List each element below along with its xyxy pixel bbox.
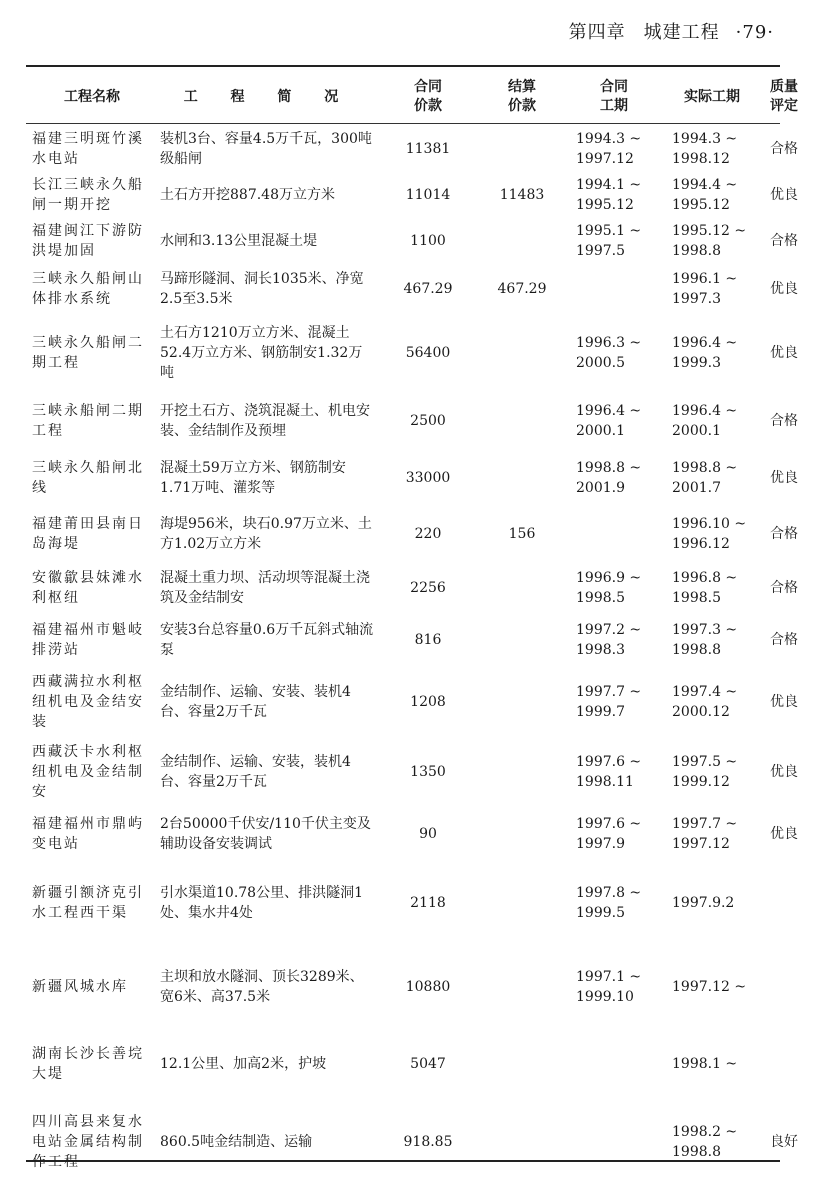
settlement-price-cell: 156	[508, 525, 536, 542]
settlement-price-cell	[478, 861, 566, 945]
project-description-cell: 金结制作、运输、安装，装机4台、容量2万千瓦	[160, 754, 351, 790]
project-description-cell: 装机3台、容量4.5万千瓦，300吨级船闸	[160, 130, 372, 167]
date-line: 1997.7 ~	[576, 683, 642, 700]
header-text: 评定	[770, 98, 798, 114]
header-text: 工 程 简 况	[183, 88, 353, 105]
table-row	[26, 807, 806, 861]
settlement-price-cell: 467.29	[497, 280, 547, 297]
actual-period-cell	[662, 666, 762, 737]
project-name-cell: 四川高县来复水电站金属结构制作工程	[32, 1113, 144, 1170]
date-line: 1996.4 ~	[672, 402, 738, 419]
table-row	[26, 313, 806, 392]
date-line: 1997.12	[576, 150, 634, 167]
project-name-cell: 福建闽江下游防洪堤加固	[32, 222, 144, 259]
quality-rating-cell: 合格	[770, 579, 798, 596]
settlement-price-cell	[478, 945, 566, 1029]
date-line: 1996.4 ~	[672, 334, 738, 351]
quality-rating-cell: 优良	[770, 693, 798, 710]
date-line: 1999.10	[576, 989, 634, 1005]
table-row	[26, 737, 806, 807]
col-header-contract-price	[378, 70, 478, 124]
actual-period-cell	[662, 945, 762, 1029]
contract-period-cell	[566, 666, 662, 737]
date-line: 1997.2 ~	[576, 622, 642, 638]
contract-price-cell: 1208	[410, 693, 446, 710]
date-line: 1998.5	[672, 589, 721, 606]
project-description-cell: 混凝土59万立方米、钢筋制安1.71万吨、灌浆等	[160, 459, 346, 496]
settlement-price-cell	[478, 561, 566, 614]
date-line: 1998.8	[672, 642, 721, 658]
quality-rating-cell: 合格	[770, 412, 798, 429]
actual-period-cell	[662, 264, 762, 313]
table-row	[26, 561, 806, 614]
quality-rating-cell: 优良	[770, 469, 798, 486]
quality-rating-cell: 良好	[770, 1133, 798, 1150]
actual-period-cell	[662, 449, 762, 506]
settlement-price-cell	[478, 807, 566, 861]
date-line: 1994.4 ~	[672, 177, 738, 193]
running-head	[569, 18, 774, 44]
header-text: 工期	[600, 98, 628, 114]
settlement-price-cell	[478, 124, 566, 173]
actual-period-cell	[662, 1098, 762, 1185]
project-description-cell: 土石方1210万立方米、混凝土52.4万立方米、钢筋制安1.32万吨	[160, 324, 363, 381]
contract-price-cell: 11381	[405, 140, 451, 157]
table-row	[26, 666, 806, 737]
date-line: 2001.9	[576, 479, 625, 496]
contract-period-cell	[566, 449, 662, 506]
quality-rating-cell: 优良	[770, 764, 798, 780]
header-text: 价款	[508, 98, 536, 114]
settlement-price-cell	[478, 449, 566, 506]
contract-price-cell: 467.29	[403, 280, 453, 297]
quality-rating-cell: 合格	[770, 632, 798, 648]
project-description-cell: 引水渠道10.78公里、排洪隧洞1处、集水井4处	[160, 885, 363, 921]
contract-price-cell: 220	[414, 525, 442, 542]
contract-period-cell	[566, 561, 662, 614]
contract-price-cell: 5047	[410, 1055, 446, 1072]
contract-price-cell: 2118	[410, 895, 446, 911]
table-header-row	[26, 70, 806, 124]
header-text: 实际工期	[684, 88, 740, 105]
date-line: 1995.12	[576, 197, 634, 213]
date-line: 1997.9.2	[672, 895, 735, 911]
contract-period-cell	[566, 264, 662, 313]
quality-rating-cell: 合格	[770, 525, 798, 542]
date-line: 1994.3 ~	[672, 130, 738, 147]
actual-period-cell	[662, 737, 762, 807]
table-row	[26, 449, 806, 506]
project-name-cell: 西藏满拉水利枢纽机电及金结安装	[32, 673, 144, 730]
projects-table	[26, 70, 806, 1185]
contract-period-cell	[566, 614, 662, 666]
date-line: 1997.4 ~	[672, 683, 738, 700]
header-text: 合同	[600, 79, 628, 95]
date-line: 1996.10 ~	[672, 515, 747, 532]
contract-period-cell	[566, 1029, 662, 1098]
date-line: 1997.7 ~	[672, 816, 738, 832]
project-name-cell: 福建福州市鼎屿变电站	[32, 816, 144, 852]
date-line: 1994.1 ~	[576, 177, 642, 193]
date-line: 1998.8 ~	[576, 459, 642, 476]
actual-period-cell	[662, 124, 762, 173]
col-header-name	[26, 70, 158, 124]
settlement-price-cell	[478, 614, 566, 666]
table-row	[26, 945, 806, 1029]
table-row	[26, 392, 806, 449]
header-text: 工程名称	[64, 88, 120, 105]
date-line: 1997.6 ~	[576, 754, 642, 770]
date-line: 1998.12	[672, 150, 730, 167]
contract-period-cell	[566, 124, 662, 173]
chapter-title: 城建工程	[643, 22, 720, 43]
contract-period-cell	[566, 392, 662, 449]
contract-price-cell: 90	[419, 826, 437, 842]
date-line: 1997.8 ~	[576, 885, 642, 901]
project-description-cell: 马蹄形隧洞、洞长1035米、净宽2.5至3.5米	[160, 270, 364, 307]
project-name-cell: 湖南长沙长善垸大堤	[32, 1045, 144, 1082]
quality-rating-cell	[762, 1029, 806, 1098]
contract-period-cell	[566, 217, 662, 264]
table-row	[26, 861, 806, 945]
contract-price-cell: 2500	[410, 412, 446, 429]
project-name-cell: 福建福州市魁岐排涝站	[32, 622, 144, 658]
table-row	[26, 614, 806, 666]
date-line: 2000.1	[576, 422, 625, 439]
actual-period-cell	[662, 1029, 762, 1098]
project-name-cell: 长江三峡永久船闸一期开挖	[32, 177, 144, 213]
project-description-cell: 土石方开挖887.48万立方米	[160, 187, 335, 203]
contract-price-cell: 56400	[405, 344, 451, 361]
project-description-cell: 水闸和3.13公里混凝土堤	[160, 232, 318, 249]
header-text: 价款	[414, 98, 442, 114]
col-header-actual-period	[662, 70, 762, 124]
project-description-cell: 12.1公里、加高2米，护坡	[160, 1055, 327, 1072]
quality-rating-cell: 优良	[770, 826, 798, 842]
table-row	[26, 217, 806, 264]
project-description-cell: 2台50000千伏安/110千伏主变及辅助设备安装调试	[160, 816, 371, 852]
table-row	[26, 1029, 806, 1098]
project-description-cell: 海堤956米，块石0.97万立米、土方1.02万立方米	[160, 515, 372, 552]
contract-period-cell	[566, 945, 662, 1029]
date-line: 1996.8 ~	[672, 569, 738, 586]
settlement-price-cell	[478, 666, 566, 737]
col-header-quality	[762, 70, 806, 124]
actual-period-cell	[662, 173, 762, 217]
project-name-cell: 新疆风城水库	[32, 979, 128, 995]
date-line: 2000.5	[576, 354, 625, 371]
contract-price-cell: 2256	[410, 579, 446, 596]
contract-period-cell	[566, 506, 662, 561]
table-row	[26, 173, 806, 217]
date-line: 1996.1 ~	[672, 270, 738, 287]
project-name-cell: 三峡永久船闸二期工程	[32, 334, 144, 371]
actual-period-cell	[662, 561, 762, 614]
contract-price-cell: 33000	[405, 469, 451, 486]
date-line: 1999.5	[576, 905, 625, 921]
quality-rating-cell: 合格	[770, 140, 798, 157]
project-name-cell: 新疆引额济克引水工程西干渠	[32, 885, 144, 921]
quality-rating-cell: 优良	[770, 187, 798, 203]
settlement-price-cell: 11483	[499, 187, 545, 203]
date-line: 1997.12	[672, 836, 730, 852]
date-line: 1998.2 ~	[672, 1123, 738, 1140]
date-line: 1999.12	[672, 774, 730, 790]
contract-price-cell: 11014	[405, 187, 451, 203]
contract-period-cell	[566, 737, 662, 807]
date-line: 1999.7	[576, 703, 625, 720]
date-line: 1996.12	[672, 535, 730, 552]
col-header-contract-period	[566, 70, 662, 124]
actual-period-cell	[662, 614, 762, 666]
project-description-cell: 开挖土石方、浇筑混凝土、机电安装、金结制作及预埋	[160, 402, 370, 439]
date-line: 1996.9 ~	[576, 569, 642, 586]
contract-period-cell	[566, 173, 662, 217]
project-name-cell: 福建莆田县南日岛海堤	[32, 515, 144, 552]
contract-price-cell: 1350	[410, 764, 446, 780]
date-line: 1995.12	[672, 197, 730, 213]
contract-period-cell	[566, 807, 662, 861]
top-rule	[26, 65, 780, 67]
settlement-price-cell	[478, 313, 566, 392]
date-line: 1997.12 ~	[672, 979, 747, 995]
quality-rating-cell	[762, 945, 806, 1029]
col-header-description	[158, 70, 378, 124]
date-line: 1995.1 ~	[576, 222, 642, 239]
date-line: 1998.3	[576, 642, 625, 658]
page-number: ·79·	[735, 22, 774, 43]
settlement-price-cell	[478, 1098, 566, 1185]
actual-period-cell	[662, 392, 762, 449]
contract-price-cell: 918.85	[403, 1133, 453, 1150]
header-text: 合同	[414, 79, 442, 95]
settlement-price-cell	[478, 1029, 566, 1098]
actual-period-cell	[662, 861, 762, 945]
header-text: 结算	[508, 79, 536, 95]
date-line: 1996.4 ~	[576, 402, 642, 419]
quality-rating-cell: 优良	[770, 344, 798, 361]
table-row	[26, 506, 806, 561]
table-body	[26, 124, 806, 1185]
date-line: 1998.5	[576, 589, 625, 606]
project-description-cell: 金结制作、运输、安装、装机4台、容量2万千瓦	[160, 683, 351, 720]
actual-period-cell	[662, 217, 762, 264]
project-name-cell: 三峡永久船闸山体排水系统	[32, 270, 144, 307]
table-row	[26, 124, 806, 173]
date-line: 2000.12	[672, 703, 730, 720]
project-name-cell: 安徽歙县妹滩水利枢纽	[32, 569, 144, 606]
actual-period-cell	[662, 807, 762, 861]
quality-rating-cell: 合格	[770, 232, 798, 249]
table-row	[26, 1098, 806, 1185]
date-line: 1997.3	[672, 290, 721, 307]
date-line: 1997.3 ~	[672, 622, 738, 638]
date-line: 1998.8 ~	[672, 459, 738, 476]
project-description-cell: 主坝和放水隧洞、顶长3289米、宽6米、高37.5米	[160, 969, 364, 1005]
date-line: 1997.5	[576, 242, 625, 259]
date-line: 1995.12 ~	[672, 222, 747, 239]
contract-period-cell	[566, 1098, 662, 1185]
table-row	[26, 264, 806, 313]
project-description-cell: 安装3台总容量0.6万千瓦斜式轴流泵	[160, 622, 374, 658]
quality-rating-cell: 优良	[770, 280, 798, 297]
date-line: 1997.1 ~	[576, 969, 642, 985]
project-description-cell: 混凝土重力坝、活动坝等混凝土浇筑及金结制安	[160, 569, 370, 606]
project-description-cell: 860.5吨金结制造、运输	[160, 1133, 313, 1150]
date-line: 1999.3	[672, 354, 721, 371]
date-line: 2000.1	[672, 422, 721, 439]
settlement-price-cell	[478, 737, 566, 807]
header-text: 质量	[770, 79, 798, 95]
actual-period-cell	[662, 313, 762, 392]
contract-price-cell: 816	[414, 632, 442, 648]
project-name-cell: 福建三明斑竹溪水电站	[32, 130, 144, 167]
date-line: 1996.3 ~	[576, 334, 642, 351]
settlement-price-cell	[478, 392, 566, 449]
date-line: 2001.7	[672, 479, 721, 496]
date-line: 1998.11	[576, 774, 634, 790]
quality-rating-cell	[762, 861, 806, 945]
chapter-label: 第四章	[568, 22, 626, 43]
date-line: 1997.9	[576, 836, 625, 852]
contract-price-cell: 1100	[410, 232, 446, 249]
settlement-price-cell	[478, 217, 566, 264]
project-name-cell: 三峡永船闸二期工程	[32, 402, 144, 439]
col-header-settlement-price	[478, 70, 566, 124]
actual-period-cell	[662, 506, 762, 561]
date-line: 1998.1 ~	[672, 1055, 738, 1072]
date-line: 1998.8	[672, 242, 721, 259]
date-line: 1997.6 ~	[576, 816, 642, 832]
date-line: 1998.8	[672, 1143, 721, 1160]
project-name-cell: 西藏沃卡水利枢纽机电及金结制安	[32, 744, 144, 800]
project-name-cell: 三峡永久船闸北线	[32, 459, 144, 496]
contract-period-cell	[566, 861, 662, 945]
contract-period-cell	[566, 313, 662, 392]
date-line: 1997.5 ~	[672, 754, 738, 770]
date-line: 1994.3 ~	[576, 130, 642, 147]
contract-price-cell: 10880	[405, 979, 451, 995]
